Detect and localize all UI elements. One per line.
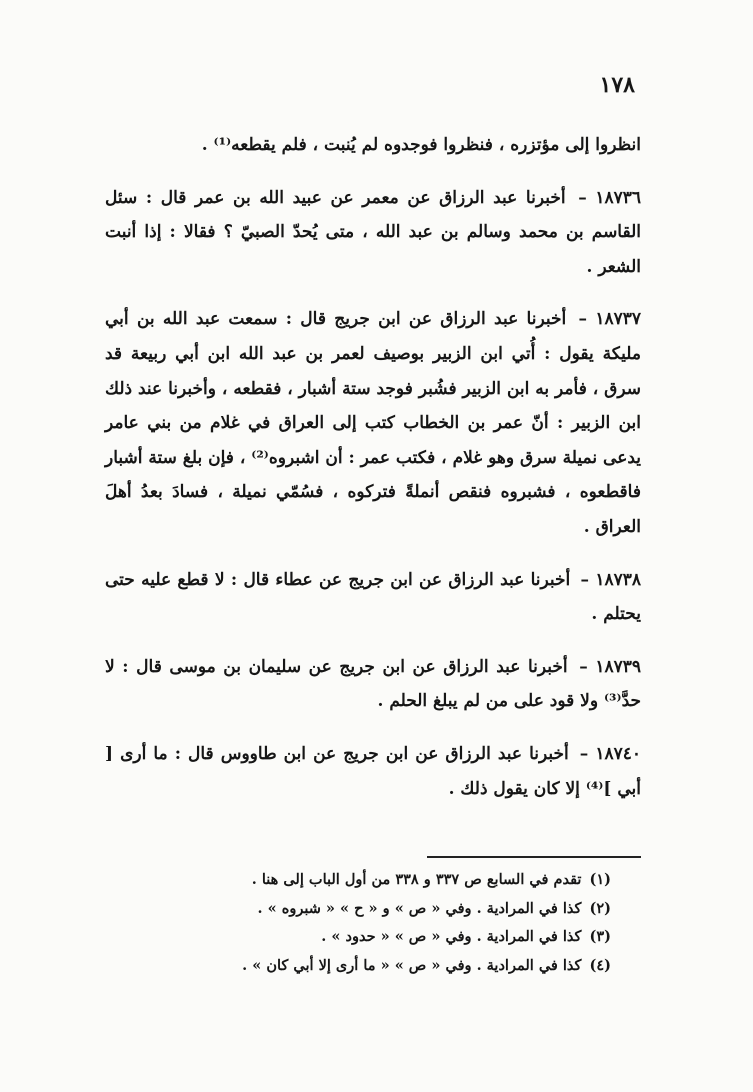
- hadith-number: ١٨٧٣٨ –: [580, 569, 642, 590]
- hadith-text: أخبرنا عبد الرزاق عن ابن جريج عن عطاء قال : لا قطع عليه حتى يحتلم .: [105, 569, 641, 625]
- hadith-paragraph: [105, 181, 641, 285]
- hadith-number: ١٨٧٣٦ –: [578, 187, 641, 208]
- hadith-paragraph: [105, 650, 641, 719]
- hadith-text: أخبرنا عبد الرزاق عن معمر عن عبيد الله بن عمر قال : سئل القاسم بن محمد وسالم بن عبد الله ، متى يُحدّ الصبيّ ؟ فقالا : إذا أنبت الشعر .: [105, 187, 641, 277]
- footnote-text: كذا في المرادية . وفي « ص » « حدود » .: [321, 928, 582, 945]
- footnote-text: كذا في المرادية . وفي « ص » و « ح » « شبروه » .: [257, 899, 582, 917]
- footnote-separator: [427, 856, 641, 858]
- hadith-text: أخبرنا عبد الرزاق عن ابن جريج قال : سمعت عبد الله بن أبي مليكة يقول : أُتي ابن الزبير بوصيف لعمر بن عبد الله ابن أبي ربيعة قد سرق ، فأمر به ابن الزبير فشُبر فوجد ستة أشبار ، فقطعه ، وأخبرنا عند ذلك ابن الزبير : أنّ عمر بن الخطاب كتب إلى العراق في غلام من بني عامر يدعى نميلة سرق وهو غلام ، فكتب عمر : أن اشبروه⁽²⁾ ، فإن بلغ ستة أشبار فاقطعوه ، فشبروه فنقص أنملةً فتركوه ، فسُمّي نميلة ، فسادَ بعدُ أهلَ العراق .: [104, 309, 641, 537]
- footnote: [131, 923, 611, 952]
- hadith-number: ١٨٧٣٩ –: [579, 656, 642, 677]
- footnote: [131, 952, 611, 981]
- footnote-marker: (٢): [589, 899, 611, 917]
- main-text: [105, 128, 641, 806]
- footnote-marker: (٤): [589, 956, 611, 974]
- footnote-text: كذا في المرادية . وفي « ص » « ما أرى إلا أبي كان » .: [242, 956, 582, 974]
- footnote-marker: (١): [589, 871, 611, 888]
- page-number: ١٧٨: [599, 72, 635, 98]
- hadith-paragraph: [105, 737, 641, 806]
- footnote: [131, 866, 611, 895]
- hadith-paragraph: [105, 302, 641, 544]
- footnote: [131, 895, 611, 924]
- hadith-text: أخبرنا عبد الرزاق عن ابن جريج عن سليمان بن موسى قال : لا حدَّ⁽³⁾ ولا قود على من لم يبلغ الحلم .: [105, 656, 641, 712]
- footnote-marker: (٣): [589, 928, 611, 945]
- hadith-number: ١٨٧٣٧ –: [578, 309, 642, 330]
- continuation-paragraph: انظروا إلى مؤتزره ، فنظروا فوجدوه لم يُنبت ، فلم يقطعه⁽¹⁾ .: [201, 135, 641, 155]
- hadith-number: ١٨٧٤٠ –: [579, 743, 641, 764]
- footnote-text: تقدم في السابع ص ٣٣٧ و ٣٣٨ من أول الباب إلى هنا .: [251, 871, 582, 888]
- footnotes: [131, 866, 611, 980]
- hadith-paragraph: [105, 563, 641, 632]
- hadith-text: أخبرنا عبد الرزاق عن ابن جريج عن ابن طاووس قال : ما أرى [ أبي ]⁽⁴⁾ إلا كان يقول ذلك .: [105, 743, 641, 799]
